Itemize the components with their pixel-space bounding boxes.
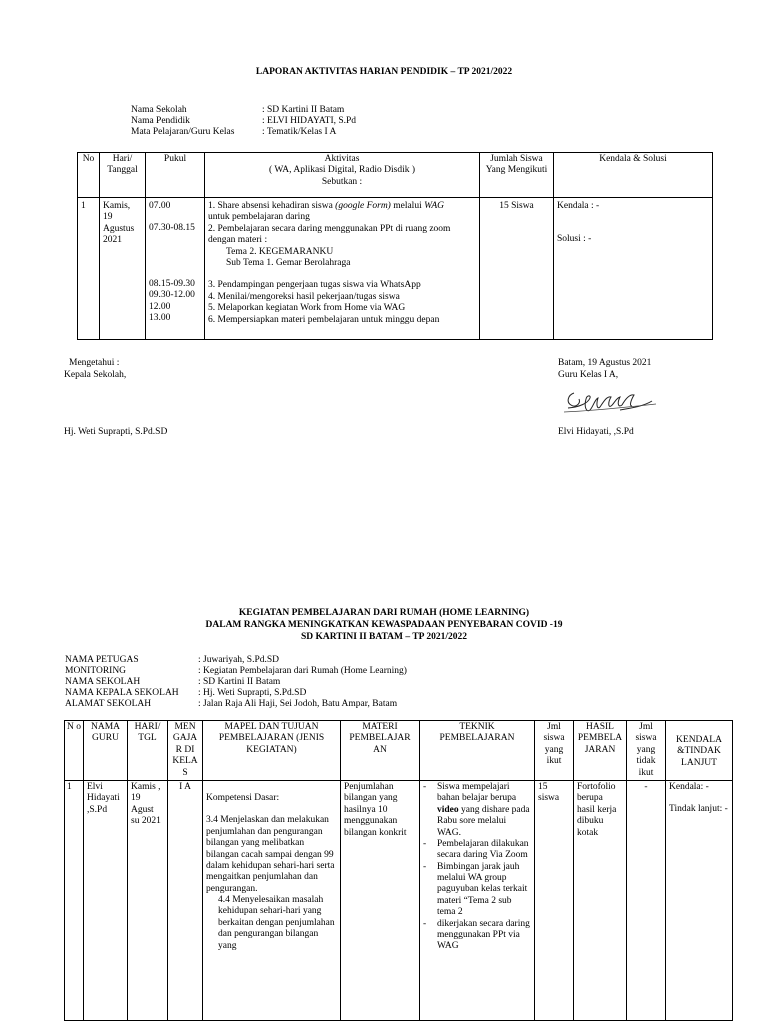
info-value: : SD Kartini II Batam [262,105,345,115]
school-info-values [262,105,356,138]
place-date: Batam, 19 Agustus 2021 [558,358,652,368]
cell-no: 1 [78,198,100,340]
header-kendala: KENDALA &TINDAK LANJUT [666,721,733,781]
activity-line: dengan materi : [208,235,268,246]
header-materi: MATERI PEMBELAJAR AN [341,721,420,781]
cell-materi: Penjumlahan bilangan yang hasilnya 10 menggunakan bilangan konkrit [341,780,420,1020]
monitoring-table [64,720,733,1021]
time-entry: 07.30-08.15 [149,223,195,234]
time-entry: 07.00 [149,201,171,211]
teknik-item: - dikerjakan secara daring menggunakan PPt via WAG [423,919,531,953]
info-label: MONITORING [65,666,127,676]
info-label: Nama Sekolah [131,105,187,115]
info-label: NAMA KEPALA SEKOLAH [65,688,179,698]
header-jml-tidak: Jml siswa yang tidak ikut [627,721,666,781]
monitoring-title-2: DALAM RANGKA MENINGKATKAN KEWASPADAAN PENYEBARAN COVID -19 [205,620,563,630]
cell-hari: Kamis , 19 Agust su 2021 [128,780,168,1020]
guru-name: Elvi Hidayati, ,S.Pd [558,427,634,437]
kd-text: 4.4 Menyelesaikan masalah kehidupan sehari-hari yang berkaitan dengan penjumlahan dan pengurangan bilangan yang [218,895,335,951]
activity-table-header [78,153,713,198]
activity-text: melalui [390,201,425,211]
info-value: : Jalan Raja Ali Haji, Sei Jodoh, Batu Ampar, Batam [198,699,398,709]
header-aktivitas-line: Sebutkan : [321,176,363,187]
kd-text: 3.4 Menjelaskan dan melakukan penjumlahan dan pengurangan bilangan yang melibatkan bilangan cacah sampai dengan 99 dalam kehidupan sehari-hari serta mengaitkan penjumlahan dan pengurangan. [206,815,335,894]
info-label: NAMA SEKOLAH [65,677,141,687]
header-hari: HARI/ TGL [128,721,168,781]
kendala-text: Kendala : - [557,201,600,211]
teknik-item: - Bimbingan jarak jauh melalui WA group paguyuban kelas terkait materi “Tema 2 sub tema 2 [423,862,531,919]
kepala-sekolah-label: Kepala Sekolah, [64,370,127,380]
report-title: LAPORAN AKTIVITAS HARIAN PENDIDIK – TP 2021/2022 [255,67,513,77]
info-value: : SD Kartini II Batam [198,677,281,687]
kendala-text: Kendala: - [669,781,709,792]
header-mapel: MAPEL DAN TUJUAN PEMBELAJARAN (JENIS KEGIATAN) [203,721,341,781]
info-label: NAMA PETUGAS [65,655,139,665]
info-value: : Kegiatan Pembelajaran dari Rumah (Home Learning) [198,666,407,676]
header-no: N o [65,721,84,781]
activity-line: Tema 2. KEGEMARANKU [226,246,334,257]
teknik-text: video [437,804,459,815]
header-aktivitas [205,153,480,198]
header-aktivitas-line: ( WA, Aplikasi Digital, Radio Disdik ) [268,165,415,176]
cell-guru: Elvi Hidayati ,S.Pd [84,780,128,1020]
activity-text: 1. Share absensi kehadiran siswa [208,201,336,211]
teknik-item: - Pembelajaran dilakukan secara daring Via Zoom [423,839,531,862]
monitoring-info-labels [65,655,179,710]
activity-line [208,201,476,212]
header-jml: Jml siswa yang ikut [535,721,574,781]
activity-line: 5. Melaporkan kegiatan Work from Home via WAG [208,303,406,314]
guru-kelas-label: Guru Kelas I A, [558,370,619,380]
header-teknik: TEKNIK PEMBELAJARAN [420,721,535,781]
info-label: Mata Pelajaran/Guru Kelas [131,127,235,137]
activity-table [77,152,713,340]
time-entry: 13.00 [149,312,171,323]
activity-line: 3. Pendampingan pengerjaan tugas siswa via WhatsApp [208,280,421,291]
monitoring-title-1: KEGIATAN PEMBELAJARAN DARI RUMAH (HOME LEARNING) [238,608,530,618]
info-value: : Juwariyah, S.Pd.SD [198,655,280,665]
activity-text: (google Form) [335,201,391,211]
cell-jml: 15 siswa [535,780,574,1020]
tindak-lanjut-text: Tindak lanjut: - [669,804,728,815]
monitoring-info-values [198,655,407,710]
handwritten-signature [560,386,660,420]
activity-line: 4. Menilai/mengoreksi hasil pekerjaan/tugas siswa [208,291,400,302]
solusi-text: Solusi : - [557,234,592,245]
activity-line: 6. Mempersiapkan materi pembelajaran untuk minggu depan [208,314,440,325]
header-jumlah: Jumlah Siswa Yang Mengikuti [480,153,554,198]
info-value: : Hj. Weti Suprapti, S.Pd.SD [198,688,307,698]
cell-hari: Kamis, 19 Agustus 2021 [100,198,146,340]
cell-mapel [203,780,341,1020]
monitoring-table-header [65,721,733,781]
cell-teknik [420,780,535,1020]
cell-aktivitas [205,198,480,340]
activity-line: Sub Tema 1. Gemar Berolahraga [226,257,351,268]
cell-no: 1 [65,780,84,1020]
header-hari: Hari/ Tanggal [100,153,146,198]
info-label: Nama Pendidik [131,116,190,126]
header-guru: NAMA GURU [84,721,128,781]
header-aktivitas-line: Aktivitas [324,154,360,164]
cell-jml-tidak: - [627,780,666,1020]
cell-kendala [666,780,733,1020]
activity-text: WAG [424,201,445,211]
teknik-item [423,782,531,839]
cell-pukul [146,198,205,340]
kepala-sekolah-name: Hj. Weti Suprapti, S.Pd.SD [64,427,168,437]
header-pukul: Pukul [146,153,205,198]
monitoring-title-3: SD KARTINI II BATAM – TP 2021/2022 [301,632,467,642]
school-info-labels [131,105,234,138]
time-entry: 09.30-12.00 [149,290,195,301]
info-value: : ELVI HIDAYATI, S.Pd [262,116,357,126]
cell-kendala [554,198,713,340]
time-entry: 12.00 [149,301,171,312]
table-row [78,198,713,340]
activity-line: untuk pembelajaran daring [208,212,310,223]
cell-hasil: Fortofolio berupa hasil kerja dibuku kotak [574,780,627,1020]
header-no: No [78,153,100,198]
header-hasil: HASIL PEMBELA JARAN [574,721,627,781]
time-entry: 08.15-09.30 [149,278,195,289]
kd-label: Kompetensi Dasar: [206,792,280,803]
table-row [65,780,733,1020]
info-label: ALAMAT SEKOLAH [65,699,152,709]
cell-kelas: I A [168,780,203,1020]
teknik-text: Siswa mempelajari bahan belajar berupa [437,781,517,804]
mengetahui-label: Mengetahui : [69,358,120,368]
header-kelas: MEN GAJA R DI KELA S [168,721,203,781]
info-value: : Tematik/Kelas I A [262,127,337,137]
activity-line: 2. Pembelajaran secara daring menggunakan PPt di ruang zoom [208,223,451,234]
cell-jumlah: 15 Siswa [480,198,554,340]
header-kendala: Kendala & Solusi [554,153,713,198]
teknik-text: yang dishare pada Rabu sore melalui WAG. [437,804,530,838]
